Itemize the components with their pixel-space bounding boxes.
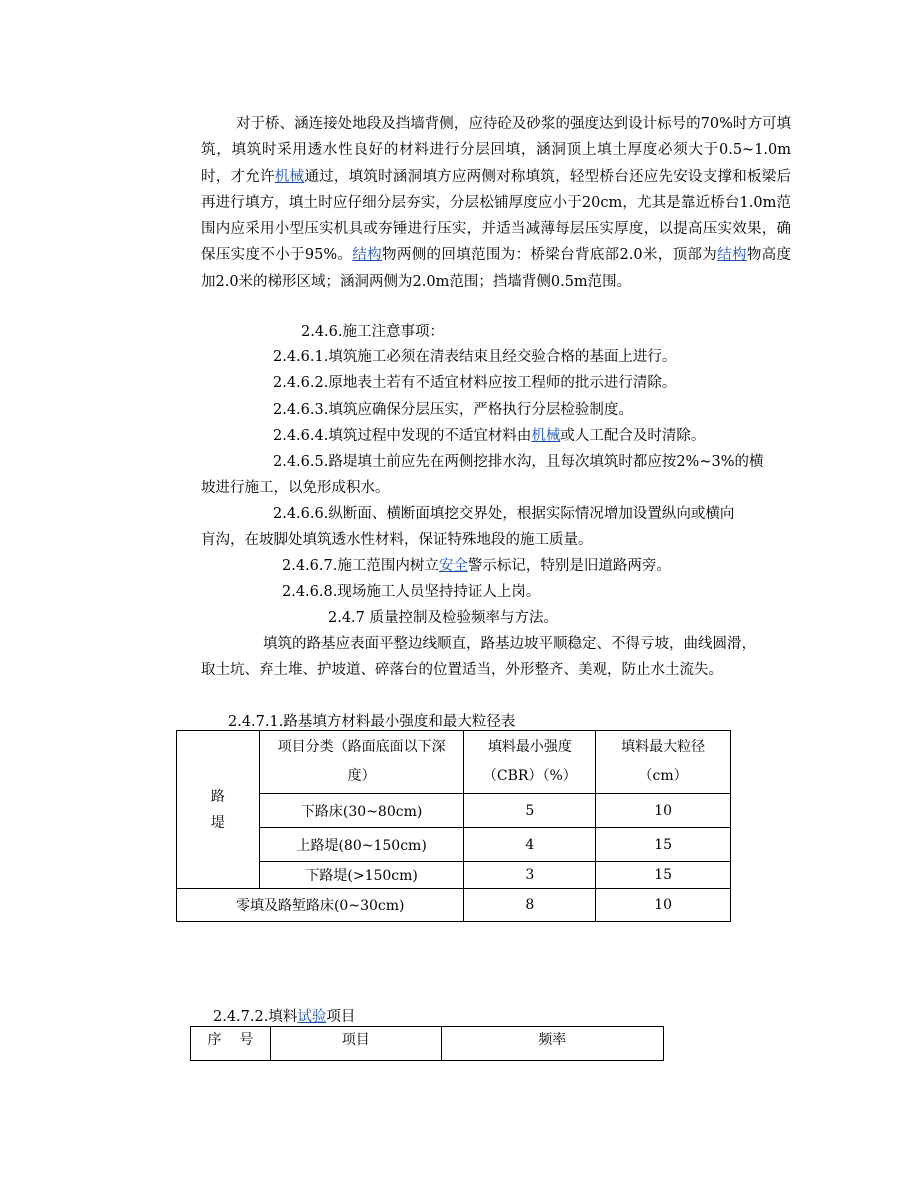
header-text: 填料最大粒径 (621, 739, 706, 755)
group-label-embankment (177, 731, 260, 889)
link-machinery[interactable]: 机械 (274, 168, 305, 185)
row-name: 零填及路堑路床(0~30cm) (177, 889, 464, 922)
quality-paragraph-line2: 取土坑、弃土堆、护坡道、碎落台的位置适当，外形整齐、美观，防止水土流失。 (201, 662, 723, 678)
note-2-4-6-5-line2: 坡进行施工，以免形成积水。 (201, 480, 390, 496)
paragraph-bridge-culvert-backfill (201, 111, 791, 295)
row-name: 下路堤(>150cm) (259, 862, 464, 889)
caption-text: 项目 (326, 1009, 356, 1025)
group-label-char: 堤 (210, 814, 225, 831)
heading-construction-notes: 2.4.6.施工注意事项： (301, 324, 445, 340)
header-text: （cm） (638, 768, 688, 784)
quality-paragraph-line1: 填筑的路基应表面平整边线顺直，路基边坡平顺稳定、不得亏坡，曲线圆滑， (263, 636, 756, 652)
row-cbr: 5 (464, 794, 596, 828)
link-test[interactable]: 试验 (297, 1009, 327, 1025)
link-structure[interactable]: 结构 (717, 247, 747, 264)
note-text: 2.4.6.4.填筑过程中发现的不适宜材料由 (273, 428, 532, 444)
table2-caption (213, 1005, 355, 1026)
row-cbr: 3 (464, 862, 596, 889)
table-row (177, 862, 731, 889)
row-cbr: 4 (464, 828, 596, 862)
header-text: 度） (347, 768, 376, 784)
note-text: 2.4.6.7.施工范围内树立 (282, 558, 439, 574)
link-structure[interactable]: 结构 (352, 247, 383, 264)
paragraph-text: 物两侧的回填范围为：桥梁台背底部2.0米，顶部为 (382, 247, 718, 264)
note-text: 警示标记，特别是旧道路两旁。 (467, 558, 671, 574)
row-size: 15 (596, 862, 731, 889)
table-row (177, 889, 731, 922)
row-name: 上路堤(80~150cm) (259, 828, 464, 862)
paragraph-text: 对于桥、涵连接处地段及挡墙背侧，应待砼及砂浆的强度达到设计标号的70%时方可填筑，填筑时采用透水性良好的材料进行分层回填，涵洞顶上填土厚度必须大于0.5~1.0m时，才允许 (201, 116, 791, 185)
table-row (177, 828, 731, 862)
link-machinery[interactable]: 机械 (531, 428, 561, 444)
group-label-char: 路 (210, 788, 225, 805)
header-text: 填料最小强度 (487, 739, 572, 755)
fill-test-items-table (190, 1026, 664, 1061)
table-row (177, 794, 731, 828)
header-min-strength (464, 731, 596, 794)
header-item: 项目 (270, 1027, 441, 1061)
note-2-4-6-2: 2.4.6.2.原地表土若有不适宜材料应按工程师的批示进行清除。 (273, 375, 677, 391)
row-size: 10 (596, 794, 731, 828)
paragraph-text: 通过，填筑时涵洞填方应两侧对称填筑，轻型桥台还应先安设支撑和板梁后再进行填方，填土时应仔细分层夯实，分层松铺厚度应小于20cm，尤其是靠近桥台1.0m范围内应采用小型压实机具或夯锤进行压实，并适当减薄每层压实厚度，以提高压实效果，确保压实度不小于95%。 (201, 168, 792, 264)
paragraph-text: 物高度加2.0米的梯形区域；涵洞两侧为2.0m范围；挡墙背侧0.5m范围。 (201, 247, 792, 290)
note-2-4-6-6-line1: 2.4.6.6.纵断面、横断面填挖交界处，根据实际情况增加设置纵向或横向 (273, 506, 735, 522)
header-frequency: 频率 (441, 1027, 664, 1061)
caption-text: 2.4.7.2.填料 (213, 1009, 298, 1025)
note-2-4-6-8: 2.4.6.8.现场施工人员坚持持证人上岗。 (282, 584, 541, 600)
note-2-4-6-3: 2.4.6.3.填筑应确保分层压实，严格执行分层检验制度。 (273, 402, 633, 418)
table-header-row (177, 731, 731, 794)
note-2-4-6-6-line2: 肓沟，在坡脚处填筑透水性材料，保证特殊地段的施工质量。 (201, 532, 593, 548)
note-2-4-6-5-line1: 2.4.6.5.路堤填土前应先在两侧挖排水沟，且每次填筑时都应按2%~3%的横 (273, 454, 764, 470)
link-safety[interactable]: 安全 (438, 558, 468, 574)
row-name: 下路床(30~80cm) (259, 794, 464, 828)
table-header-row (191, 1027, 664, 1061)
row-size: 10 (596, 889, 731, 922)
header-max-particle-size (596, 731, 731, 794)
note-2-4-6-1: 2.4.6.1.填筑施工必须在清表结束且经交验合格的基面上进行。 (273, 349, 677, 365)
row-cbr: 8 (464, 889, 596, 922)
header-text: （CBR）（%） (482, 768, 577, 784)
table1-caption: 2.4.7.1.路基填方材料最小强度和最大粒径表 (228, 714, 516, 730)
note-text: 或人工配合及时清除。 (560, 428, 706, 444)
header-serial-number: 序 号 (191, 1027, 271, 1061)
row-size: 15 (596, 828, 731, 862)
fill-material-table (176, 730, 731, 922)
note-2-4-6-7 (282, 555, 671, 577)
header-item-classification (259, 731, 464, 794)
note-2-4-6-4 (273, 425, 705, 447)
header-text: 项目分类（路面底面以下深 (277, 739, 446, 755)
heading-quality-control: 2.4.7 质量控制及检验频率与方法。 (328, 610, 559, 626)
